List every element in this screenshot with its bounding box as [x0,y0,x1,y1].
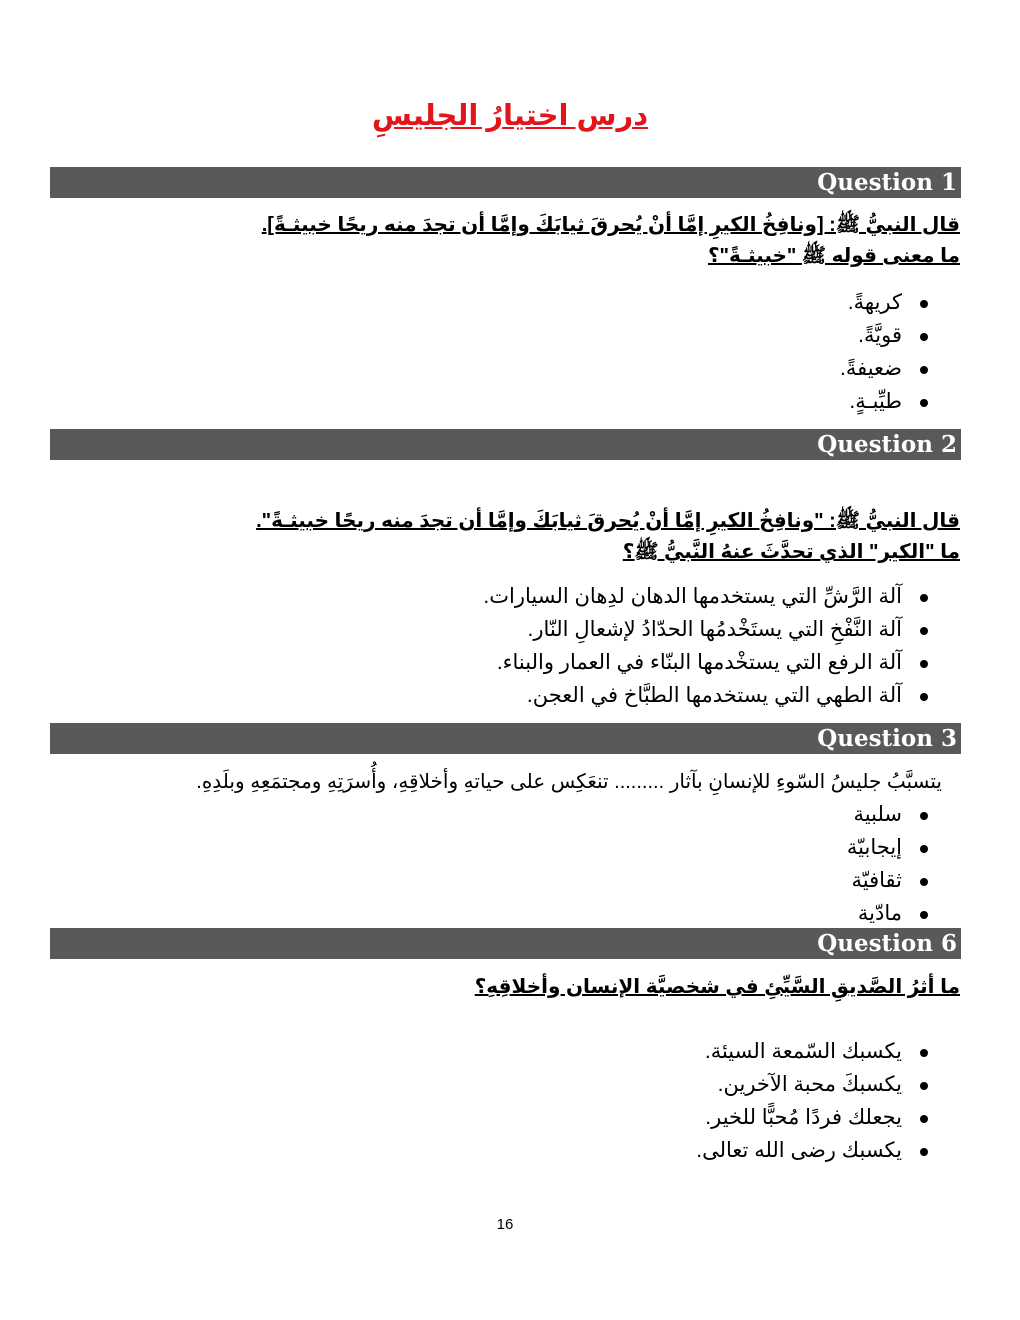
question-6-header: Question 6 [50,928,961,959]
question-1-header: Question 1 [50,167,961,198]
question-3-stem: يتسبَّبُ جليسُ السّوءِ للإنسانِ بآثار ......... تنعَكِس على حياتهِ وأخلاقِهِ، وأُسرَتِهِ ومجتمَعِهِ وبلَدِهِ. [196,771,942,793]
question-6-option-2[interactable]: يكسبكَ محبة الآخرين. [696,1068,930,1101]
question-6-option-1[interactable]: يكسبك السّمعة السيئة. [696,1035,930,1068]
question-6-stem: ما أثرُ الصَّديقِ السَّيِّئِ في شخصيَّة الإنسان وأخلاقِهِ؟ [474,976,960,998]
question-2-option-3[interactable]: آلة الرفع التي يستخْدمها البنّاء في العمار والبناء. [483,646,930,679]
question-3-option-4[interactable]: مادّية [847,897,930,930]
question-6-options [696,1035,930,1167]
question-2-stem-line2: ما "الكير" الذي تحدَّثَ عنهُ النَّبيُّ ﷺ؟ [622,541,960,563]
question-3-option-3[interactable]: ثقافيّة [847,864,930,897]
page-title: درس اختيارُ الجليسِ [371,100,649,132]
question-1-stem-line1: قال النبيُّ ﷺ: [ونافِخُ الكيرِ إمَّا أنْ يُحرقَ ثيابَكَ وإمَّا أن تجدَ منه ريحًا خبيثـةً]. [261,214,960,236]
question-1-option-2[interactable]: قويَّةً. [840,319,930,352]
question-3-option-1[interactable]: سلبية [847,798,930,831]
question-1-stem-line2: ما معنى قوله ﷺ "خبيثـةً"؟ [707,245,960,267]
question-1-option-3[interactable]: ضعيفةً. [840,352,930,385]
question-2-header: Question 2 [50,429,961,460]
question-2-option-4[interactable]: آلة الطهي التي يستخدمها الطبَّاخ في العجن. [483,679,930,712]
question-3-options [847,798,930,930]
question-2-option-2[interactable]: آلة النَّفْخِ التي يستَخْدمُها الحدّادُ لإشعالِ النّار. [483,613,930,646]
question-1-option-4[interactable]: طيِّبـةٍ. [840,385,930,418]
question-2-option-1[interactable]: آلة الرَّشِّ التي يستخدمها الدهان لدِهان السيارات. [483,580,930,613]
page-number: 16 [496,1216,514,1233]
question-2-stem-line1: قال النبيُّ ﷺ: "ونافِخُ الكيرِ إمَّا أنْ يُحرقَ ثيابَكَ وإمَّا أن تجدَ منه ريحًا خبيثـةً". [256,510,960,532]
question-1-option-1[interactable]: كريهةً. [840,286,930,319]
question-3-option-2[interactable]: إيجابيّة [847,831,930,864]
question-6-option-3[interactable]: يجعلك فردًا مُحبًّا للخير. [696,1101,930,1134]
question-3-header: Question 3 [50,723,961,754]
question-2-options [483,580,930,712]
question-6-option-4[interactable]: يكسبك رضى الله تعالى. [696,1134,930,1167]
question-1-options [840,286,930,418]
